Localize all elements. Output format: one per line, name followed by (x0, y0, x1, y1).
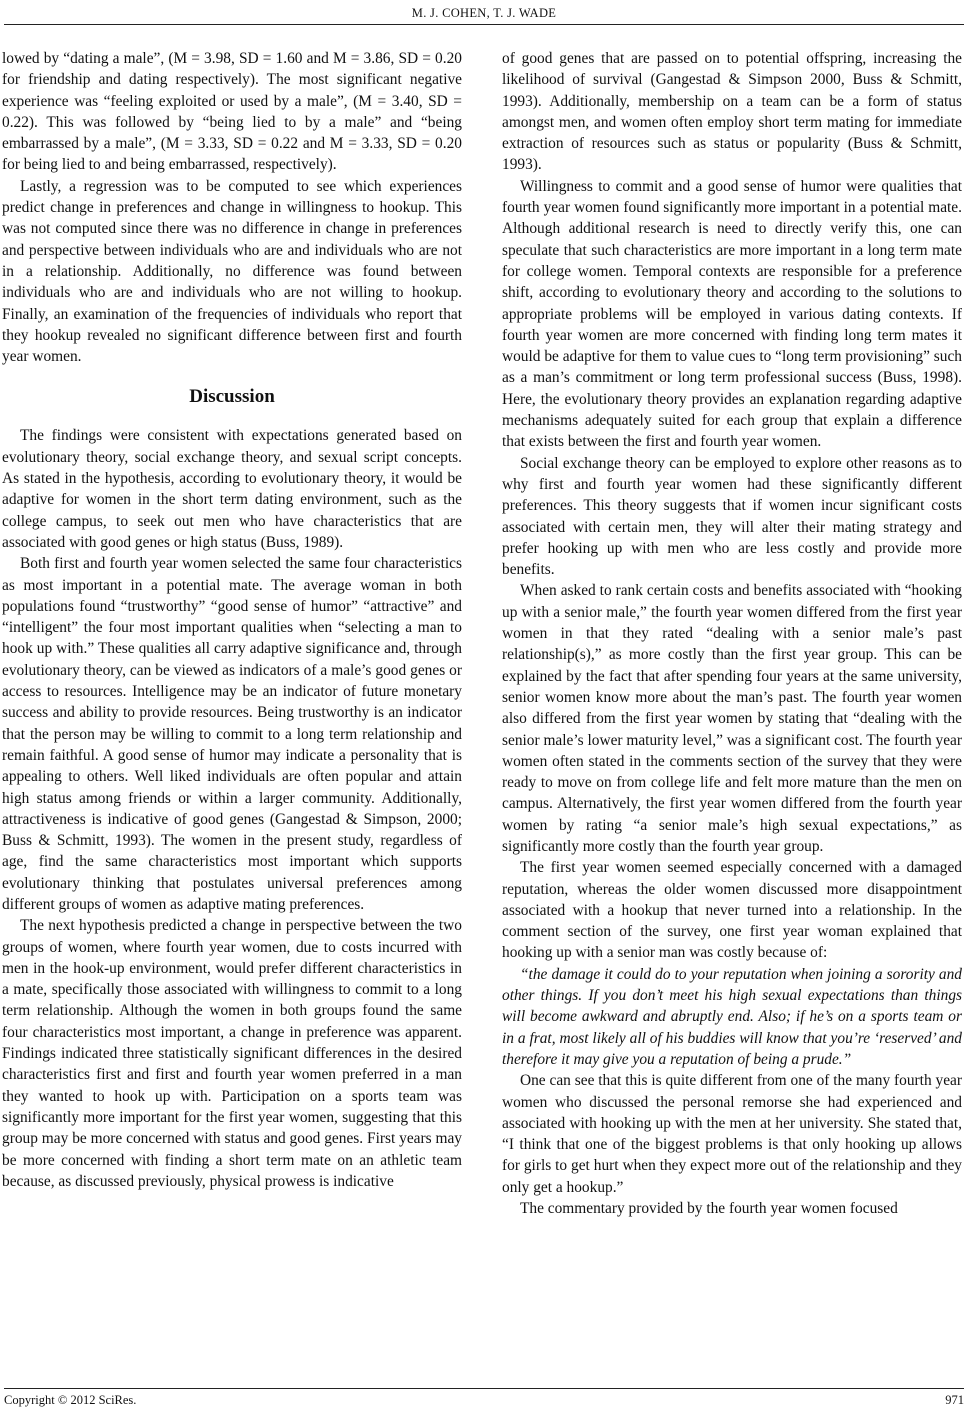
paragraph-regression: Lastly, a regression was to be computed to see which experiences predict change in preferences and change in willingness to hookup. This was not computed since there was no difference in change in preferences and perspective between individuals who are and individuals who are not in a relationship. Additionally, no difference was found between individuals who are and individuals who are not willing to hookup. Finally, an examination of the frequencies of individuals who report that they hookup revealed no significant difference between first and fourth year women. (2, 177, 462, 366)
footer-copyright: Copyright © 2012 SciRes. (4, 1393, 137, 1407)
right-column (502, 48, 962, 1219)
paragraph-fourth-year-remorse: One can see that this is quite different from one of the many fourth year women who discussed the personal remorse she had experienced and associated with hooking up with the men at her university. She stated that, “I think that one of the biggest problems is that only hooking up allows for girls to get hurt when they expect more out of the relationship and they only get a hookup.” (502, 1072, 962, 1196)
page-number: 971 (945, 1393, 964, 1407)
section-heading-discussion: Discussion (189, 386, 275, 408)
paragraph-next-hypothesis: The next hypothesis predicted a change in perspective between the two groups of women, where fourth year women, due to costs incurred with men in the hook-up environment, would prefer different characteristics in a mate, specifically those associated with willingness to commit to a long term relationship. Although the women in both groups found the same four characteristics most important, a change in preference was apparent. Findings indicated three statistically significant differences in the desired characteristics first and first and fourth year women preferred in a man they wanted to hook up with. Participation on a sports team was significantly more important for the first year women, suggesting that this group may be more concerned with status and good genes. First years may be more concerned with finding a short term mate on an athletic team because, as discussed previously, physical prowess is indicative (2, 917, 462, 1190)
paragraph-costs-benefits: When asked to rank certain costs and benefits associated with “hooking up with a senior male,” the fourth year women differed from the first year women in that they rated “dealing with a senior male’s past relationship(s),” as more costly than the first year group. This can be explained by the fact that after spending four years at the same university, senior women know more about the man’s past. The fourth year women also differed from the first year women by stating that “dealing with the senior male’s lower maturity level,” was a significant cost. The fourth year women often stated in the comments section of the survey that they were ready to move on from college life and felt more mature than the men on campus. Alternatively, the first year women differed from the fourth year women by rating “a senior male’s high sexual expectations,” as significantly more costly than the fourth year group. (502, 582, 963, 855)
paragraph-good-genes-continued: of good genes that are passed on to potential offspring, increasing the likelihood of survival (Gangestad & Simpson 2000, Buss & Schmitt, 1993). Additionally, membership on a team can be a form of status amongst men, and women often employ short term mating for immediate extraction of resources such as status or popularity (Buss & Schmitt, 1993). (502, 50, 962, 174)
paragraph-reputation: The first year women seemed especially concerned with a damaged reputation, whereas the older women discussed more disappointment associated with a hookup that never turned into a relationship. In the comment section of the survey, one first year woman explained that hooking up with a senior man was costly because of: (502, 859, 962, 962)
paragraph-willingness-to-commit: Willingness to commit and a good sense of humor were qualities that fourth year women found significantly more important in a potential mate. Although additional research is need to directly verify this, one can speculate that such characteristics are more important in a long term mate for college women. Temporal contexts are responsible for a preference shift, according to evolutionary theory and according to the solutions to appropriate problems will be employed in various dating contexts. If fourth year women are more concerned with finding long term mates it would be adaptive for them to value cues to “long term provisioning” such as a man’s commitment or long term professional success (Buss, 1998). Here, the evolutionary theory provides an explanation regarding adaptive mechanisms adequately suited for each group that explain a difference that exists between the first and fourth year women. (502, 177, 962, 451)
running-head: M. J. COHEN, T. J. WADE (411, 6, 557, 20)
paragraph-results-continued: lowed by “dating a male”, (M = 3.98, SD = 1.60 and M = 3.86, SD = 0.20 for friendship and dating respectively). The most significant negative experience was “feeling exploited or used by a male”, (M = 3.40, SD = 0.22). This was followed by “being lied to by a male” and “being embarrassed by a male”, (M = 3.33, SD = 0.22 and M = 3.33, SD = 0.20 for being lied to and being embarrassed, respectively). (2, 50, 462, 174)
paragraph-findings: The findings were consistent with expectations generated based on evolutionary theory, social exchange theory, and sexual script concepts. As stated in the hypothesis, according to evolutionary theory, it would be adaptive for women in the short term dating environment, such as the college campus, to seek out men who have characteristics that are associated with good genes or high status (Buss, 1989). (2, 427, 462, 551)
header-rule (4, 24, 964, 25)
left-column (2, 48, 462, 1192)
paragraph-four-characteristics: Both first and fourth year women selected the same four characteristics as most important in a potential mate. The average woman in both populations found “trustworthy” “good sense of humor” “attractive” and “intelligent” the four most important qualities when “selecting a man to hook up with.” These qualities all carry adaptive significance and, through evolutionary theory, can be viewed as indicators of a male’s good genes or access to resources. Intelligence may be an indicator of future monetary success and ability to provide resources. Being trustworthy is an indicator that the person may be willing to commit to a long term relationship and remain faithful. A good sense of humor may indicate a personality that is appealing to others. Well liked individuals are often popular and attain high status among friends or within a larger community. Additionally, attractiveness is indicative of good genes (Gangestad & Simpson, 2000; Buss & Schmitt, 1993). The women in the present study, regardless of age, find the same characteristics most important which supports evolutionary thinking that postulates universal preferences among different groups of women as adaptive mating preferences. (2, 555, 462, 913)
block-quote-first-year: “the damage it could do to your reputation when joining a sorority and other things. If you don’t meet his high sexual expectations than things will become awkward and abruptly end. Also; if he’s on a sports team or in a frat, most likely all of his buddies will know that you’re ‘reserved’ and therefore it may give you a reputation of being a prude.” (502, 965, 962, 1068)
paragraph-social-exchange: Social exchange theory can be employed to explore other reasons as to why first and fourth year women had these significantly different preferences. This theory suggests that if women incur significant costs associated with certain men, they will alter their mating strategy and prefer hooking up with men who are less costly and provide more benefits. (502, 454, 962, 579)
footer-rule (4, 1388, 964, 1389)
paragraph-commentary: The commentary provided by the fourth year women focused (520, 1200, 898, 1218)
